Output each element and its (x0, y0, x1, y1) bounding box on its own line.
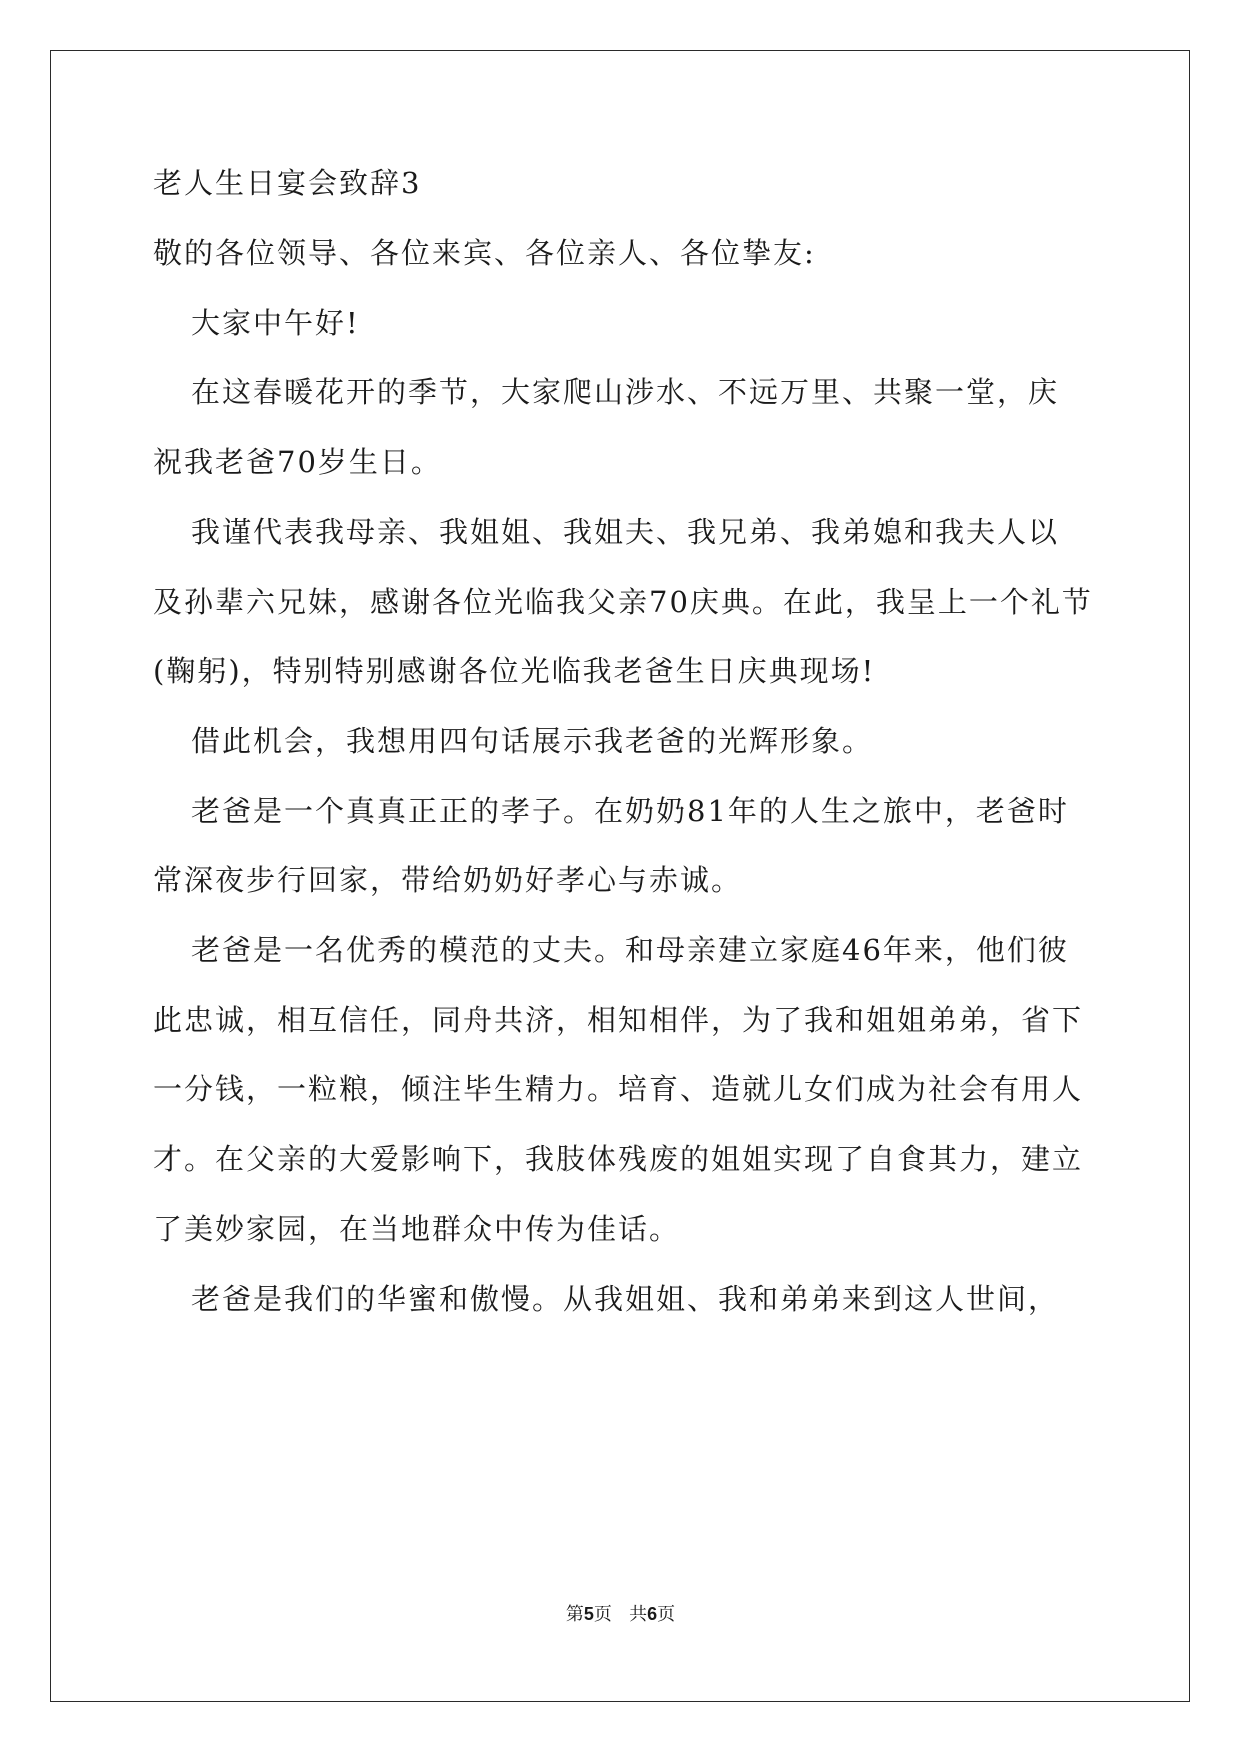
paragraph-line: 常深夜步行回家，带给奶奶好孝心与赤诚。 (153, 863, 743, 897)
paragraph-line: 一分钱，一粒粮，倾注毕生精力。培育、造就儿女们成为社会有用人 (153, 1072, 1084, 1106)
paragraph-line: 老爸是我们的华蜜和傲慢。从我姐姐、我和弟弟来到这人世间， (191, 1282, 1060, 1316)
footer-page-unit: 页 (593, 1604, 612, 1625)
paragraph-line: 及孙辈六兄妹，感谢各位光临我父亲70庆典。在此，我呈上一个礼节 (153, 585, 1093, 619)
paragraph-line: 此忠诚，相互信任，同舟共济，相知相伴，为了我和姐姐弟弟，省下 (153, 1003, 1084, 1037)
footer-total-unit: 页 (657, 1604, 676, 1625)
page-footer (0, 1602, 1241, 1627)
salutation-line: 敬的各位领导、各位来宾、各位亲人、各位挚友: (153, 236, 816, 270)
greeting-line: 大家中午好! (191, 306, 360, 340)
paragraph-line: 才。在父亲的大爱影响下，我肢体残废的姐姐实现了自食其力，建立 (153, 1142, 1084, 1176)
footer-total-prefix: 共 (629, 1604, 648, 1625)
paragraph-line: 在这春暖花开的季节，大家爬山涉水、不远万里、共聚一堂，庆 (191, 375, 1060, 409)
paragraph-line: (鞠躬)，特别特别感谢各位光临我老爸生日庆典现场! (153, 654, 876, 688)
total-page-number: 6 (647, 1604, 658, 1624)
document-title: 老人生日宴会致辞3 (153, 166, 422, 200)
paragraph-line: 借此机会，我想用四句话展示我老爸的光辉形象。 (191, 724, 874, 758)
paragraph-line: 我谨代表我母亲、我姐姐、我姐夫、我兄弟、我弟媳和我夫人以 (191, 515, 1060, 549)
footer-prefix: 第 (565, 1604, 584, 1625)
current-page-number: 5 (583, 1604, 594, 1624)
paragraph-line: 老爸是一个真真正正的孝子。在奶奶81年的人生之旅中，老爸时 (191, 794, 1069, 828)
paragraph-line: 了美妙家园，在当地群众中传为佳话。 (153, 1212, 681, 1246)
paragraph-line: 祝我老爸70岁生日。 (153, 445, 442, 479)
paragraph-line: 老爸是一名优秀的模范的丈夫。和母亲建立家庭46年来，他们彼 (191, 933, 1069, 967)
